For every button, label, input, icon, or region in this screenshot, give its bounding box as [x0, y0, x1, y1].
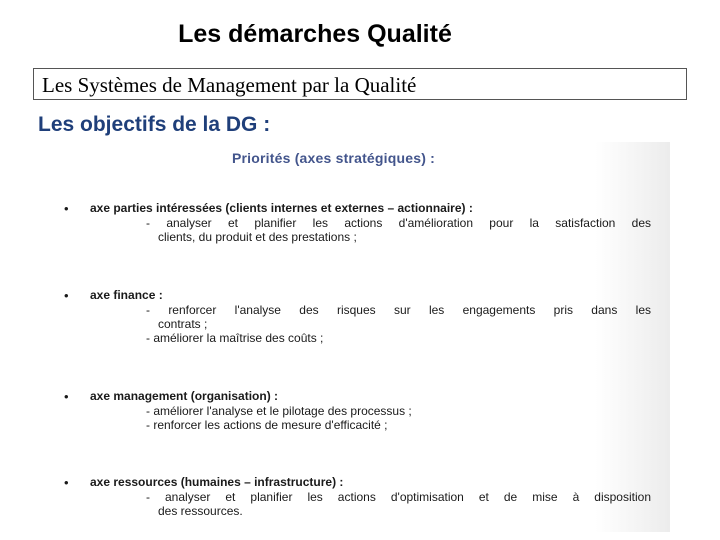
bullet-icon: •: [64, 475, 69, 490]
axis-action-line: clients, du produit et des prestations ;: [158, 230, 357, 244]
subtitle-box: Les Systèmes de Management par la Qualité: [33, 68, 687, 100]
axis-action-line: - analyser et planifier les actions d'optimisation et de mise à disposition: [146, 490, 651, 504]
axis-title: axe ressources (humaines – infrastructure) :: [90, 475, 344, 489]
axis-action-line: des ressources.: [158, 504, 243, 518]
bullet-icon: •: [64, 201, 69, 216]
section-heading: Les objectifs de la DG :: [38, 113, 271, 136]
axis-action-line: - renforcer l'analyse des risques sur les engagements pris dans les: [146, 303, 651, 317]
axis-action-line: contrats ;: [158, 317, 208, 331]
axis-action-line: - améliorer l'analyse et le pilotage des processus ;: [146, 404, 412, 418]
axis-title: axe finance :: [90, 288, 163, 302]
bullet-icon: •: [64, 389, 69, 404]
axis-action-line: - améliorer la maîtrise des coûts ;: [146, 331, 324, 345]
page-title: Les démarches Qualité: [178, 20, 452, 48]
bullet-icon: •: [64, 288, 69, 303]
priorities-title: Priorités (axes stratégiques) :: [232, 150, 436, 166]
axis-title: axe management (organisation) :: [90, 389, 279, 403]
axis-title: axe parties intéressées (clients internes et externes – actionnaire) :: [90, 201, 473, 215]
axis-action-line: - renforcer les actions de mesure d'efficacité ;: [146, 418, 388, 432]
axis-action-line: - analyser et planifier les actions d'amélioration pour la satisfaction des: [146, 216, 651, 230]
